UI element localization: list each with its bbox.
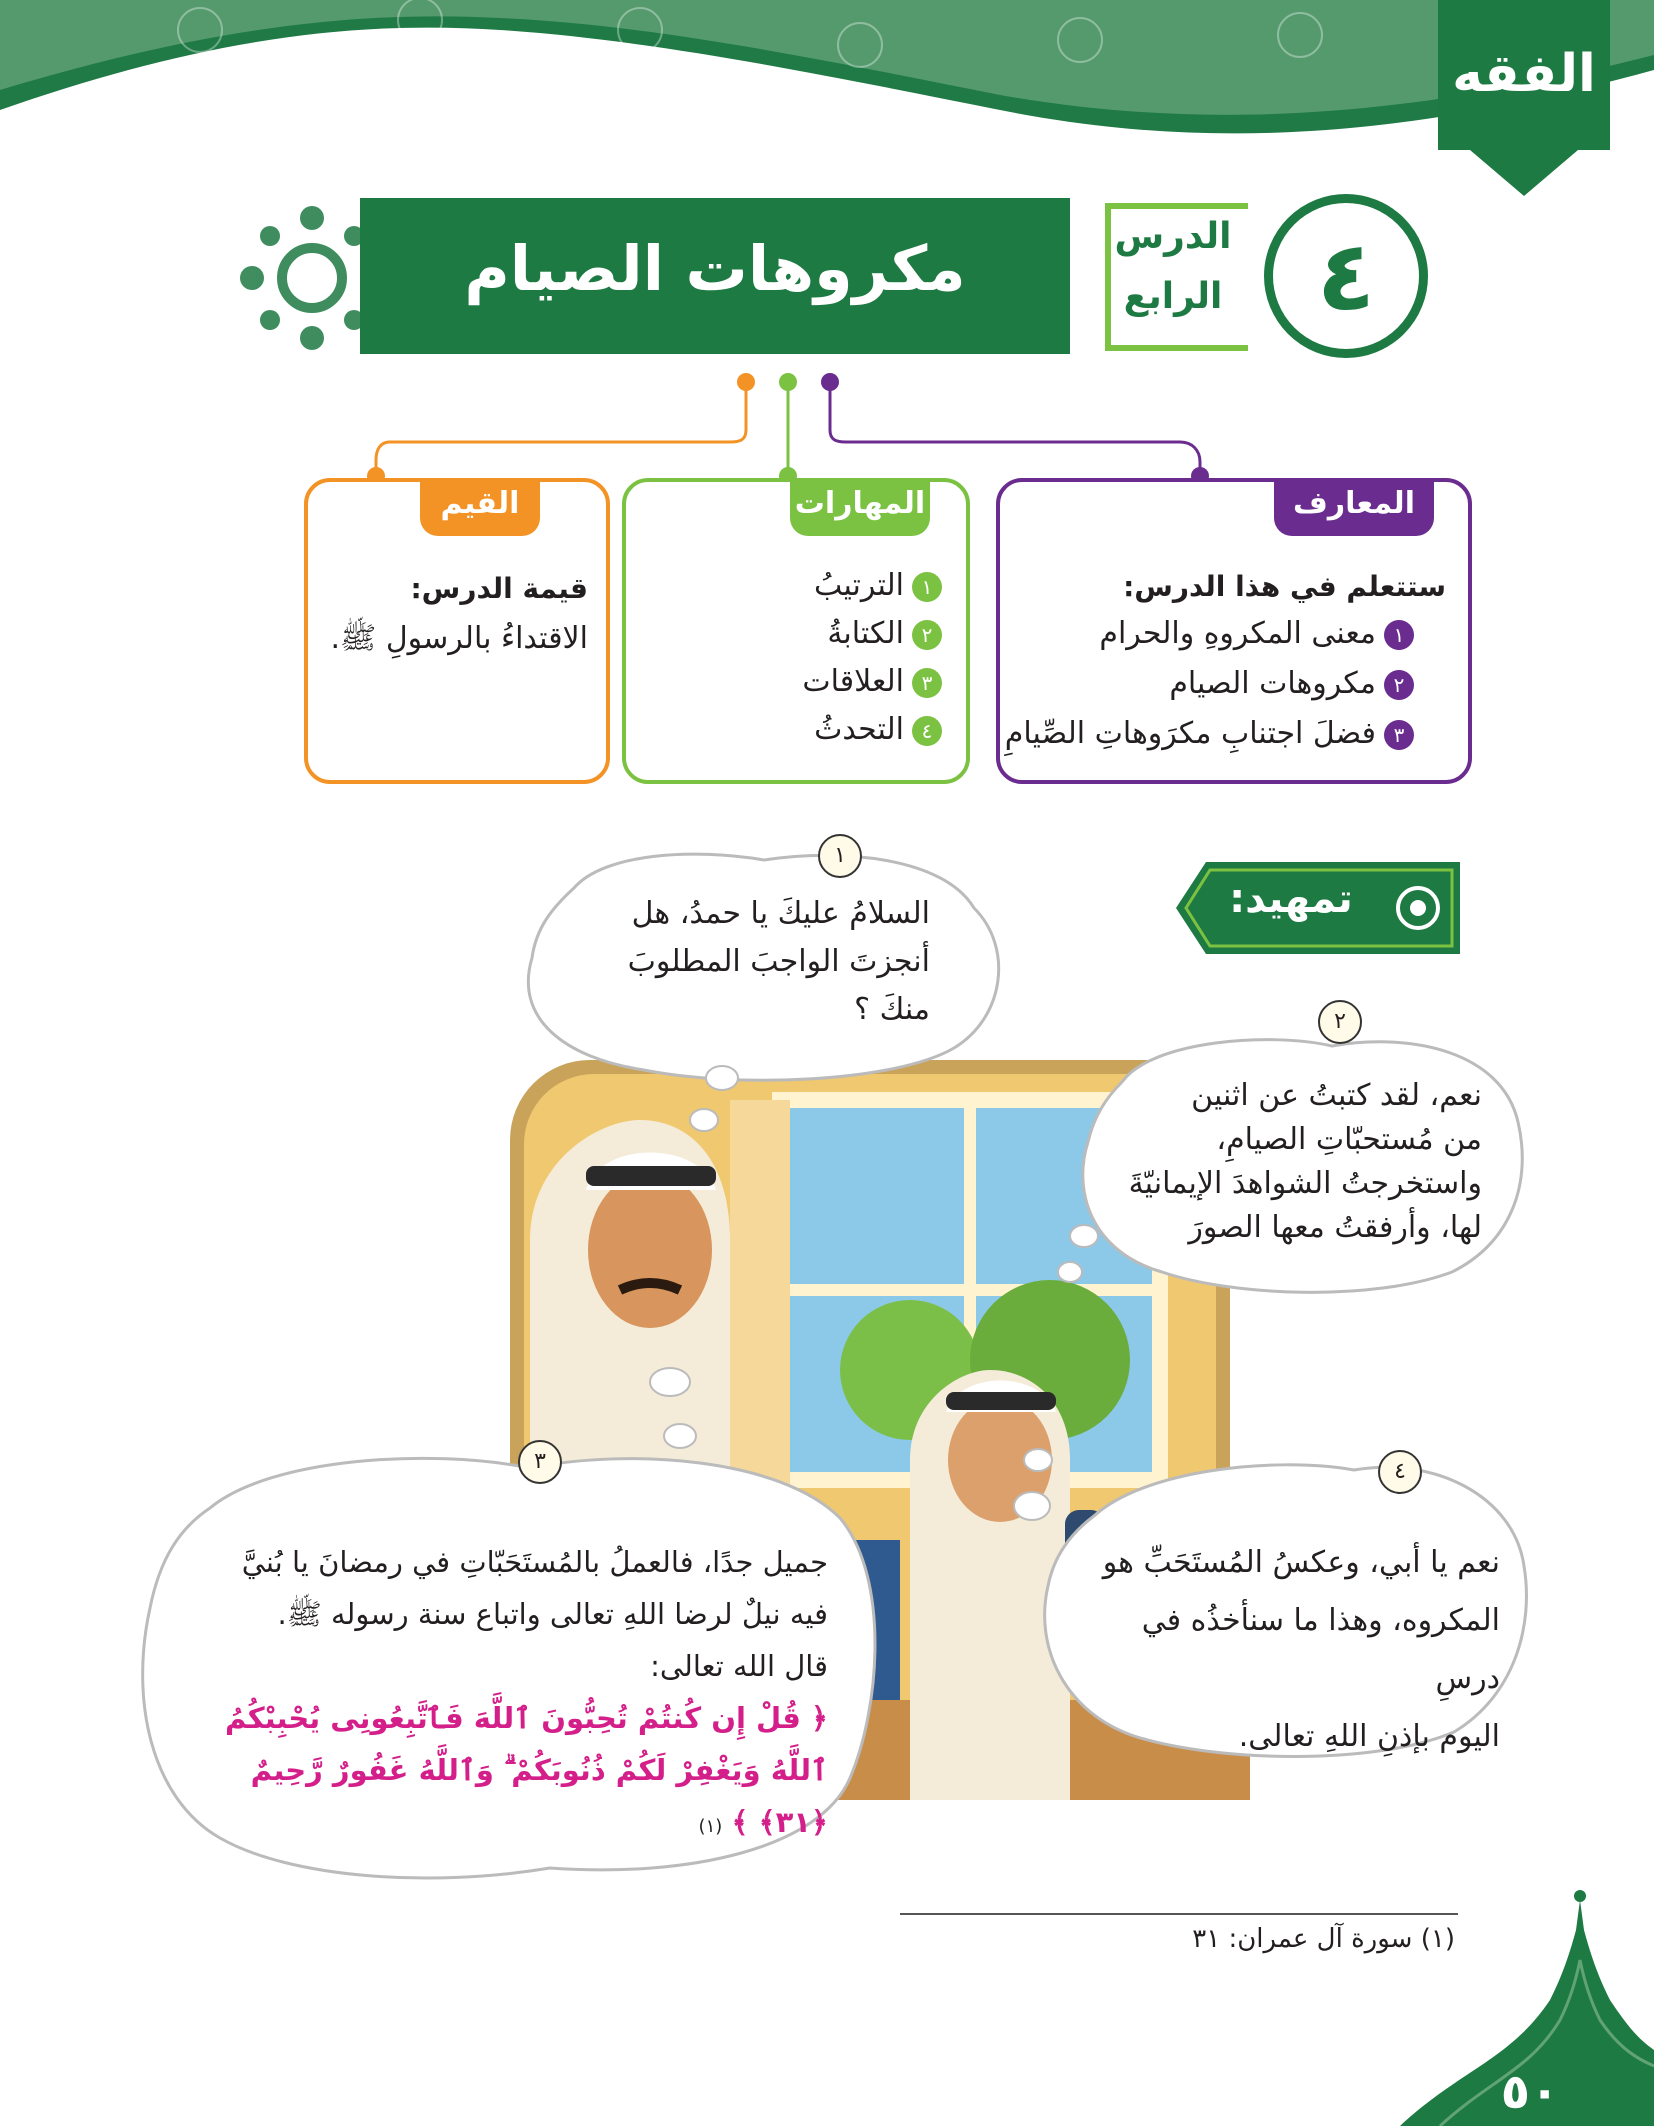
knowledge-item-text: معنى المكروهِ والحرام: [1099, 616, 1376, 651]
knowledge-tag: المعارف: [1274, 478, 1434, 536]
number-badge: ٢: [1384, 670, 1414, 700]
quran-intro-line: [178, 1640, 828, 1692]
number-badge: ٤: [912, 716, 942, 746]
bubble-line: لها، وأرفقتُ معها الصورَ: [1188, 1210, 1482, 1245]
skills-item-text: الترتيبُ: [814, 568, 904, 603]
thought-dots-4: [1008, 1440, 1068, 1530]
lesson-title: مكروهات الصيام: [464, 232, 966, 305]
quran-verse-line-2-wrap: [178, 1744, 828, 1853]
page-number: ٥٠: [1500, 2064, 1560, 2120]
knowledge-item: [1099, 616, 1414, 651]
bubble-number-4: ٤: [1378, 1450, 1422, 1494]
values-tag: القيم: [420, 478, 540, 536]
lesson-number: ٤: [1264, 194, 1428, 358]
knowledge-heading: ستتعلم في هذا الدرس:: [1123, 570, 1446, 603]
subject-title: الفقه: [1452, 44, 1596, 104]
knowledge-item: [1005, 716, 1414, 751]
bubble-text-1: [560, 890, 930, 1034]
skills-item: [814, 568, 942, 603]
bubble-text-4: [1080, 1534, 1500, 1766]
bubble-line: أنجزتَ الواجبَ المطلوبَ: [627, 944, 930, 979]
lesson-label-line2: الرابع: [1123, 276, 1223, 317]
bubble-line: نعم يا أبي، وعكسُ المُستَحَبِّ هو: [1102, 1545, 1500, 1580]
bubble-line: اليوم بإذنِ اللهِ تعالى.: [1238, 1719, 1500, 1754]
quran-verse-line-1: ﴿ قُلْ إِن كُنتُمْ تُحِبُّونَ ٱللَّهَ فَٱتَّبِعُونِى يُحْبِبْكُمُ: [225, 1701, 828, 1735]
bubble-number-2: ٢: [1318, 1000, 1362, 1044]
thought-dots-3: [640, 1360, 710, 1470]
skills-item-text: العلاقات: [802, 664, 904, 699]
footnote-ref: (١): [698, 1816, 723, 1837]
skills-item-text: الكتابةُ: [827, 616, 904, 651]
bubble-line: منكَ ؟: [854, 992, 930, 1027]
bubble-line: من مُستحبّاتِ الصيامِ،: [1216, 1122, 1482, 1157]
thought-dots-1: [680, 1060, 740, 1140]
number-badge: ٣: [1384, 720, 1414, 750]
thought-dots-2: [1050, 1220, 1110, 1290]
lesson-label-line1: الدرس: [1114, 216, 1232, 257]
skills-tag: المهارات: [790, 478, 930, 536]
bubble-number-1: ١: [818, 834, 862, 878]
footnote: (١) سورة آل عمران: ٣١: [1192, 1924, 1455, 1954]
skills-item-text: التحدثُ: [814, 712, 904, 747]
number-badge: ٣: [912, 668, 942, 698]
top-decorative-banner: [0, 0, 1654, 180]
bubble-line: المكروه، وهذا ما سنأخذُه في درسِ: [1141, 1603, 1500, 1696]
intro-label: تمهيد:: [1229, 876, 1353, 922]
number-badge: ٢: [912, 620, 942, 650]
bubble-line: السلامُ عليكَ يا حمدُ، هل: [631, 896, 930, 931]
values-heading: قيمة الدرس:: [410, 572, 588, 605]
bubble-text-3: [178, 1536, 828, 1853]
bubble-line: قال الله تعالى:: [650, 1649, 828, 1683]
knowledge-item-text: فضلَ اجتنابِ مكرَوهاتِ الصِّيامِ: [1004, 716, 1376, 751]
footnote-divider: [900, 1913, 1458, 1915]
objective-connectors: [300, 370, 1220, 490]
bubble-line: نعم، لقد كتبتُ عن اثنين: [1191, 1078, 1482, 1113]
bubble-line: جميل جدًا، فالعملُ بالمُستَحَبّاتِ في رمضانَ يا بُنيَّ: [241, 1545, 828, 1579]
number-badge: ١: [1384, 620, 1414, 650]
quran-verse-line-2: ٱللَّهُ وَيَغْفِرْ لَكُمْ ذُنُوبَكُمْ ۗ وَٱللَّهُ غَفُورٌ رَّحِيمٌ ﴿٣١﴾ ﴾: [250, 1753, 828, 1839]
bubble-text-2: [1110, 1074, 1482, 1250]
knowledge-item: [1169, 666, 1414, 701]
skills-item: [802, 664, 942, 699]
bubble-line: واستخرجتُ الشواهدَ الإيمانيّةَ: [1128, 1166, 1482, 1201]
skills-item: [827, 616, 942, 651]
knowledge-item-text: مكروهات الصيام: [1169, 666, 1376, 701]
bubble-number-3: ٣: [518, 1440, 562, 1484]
number-badge: ١: [912, 572, 942, 602]
skills-item: [814, 712, 942, 747]
bubble-line: فيه نيلٌ لرضا اللهِ تعالى واتباع سنة رسوله ﷺ.: [277, 1597, 828, 1631]
values-text: الاقتداءُ بالرسولِ ﷺ.: [330, 621, 588, 656]
